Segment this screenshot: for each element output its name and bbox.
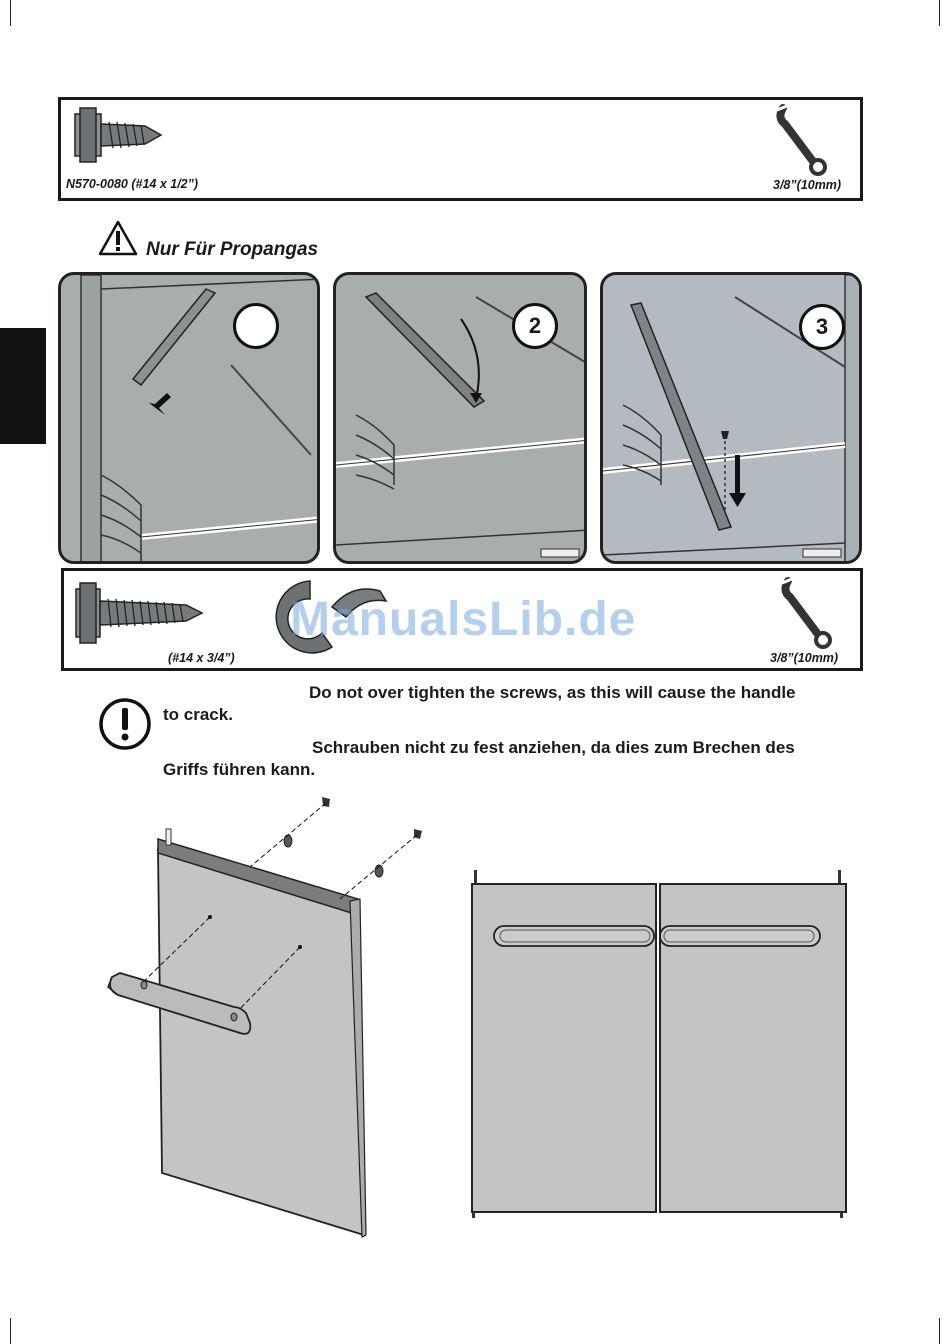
wrench-size-label: 3/8”(10mm) <box>773 178 842 192</box>
caution-circle-icon <box>98 697 152 751</box>
step-number-2: 2 <box>512 303 558 349</box>
screw-part-label: N570-0080 (#14 x 1/2”) <box>66 177 199 191</box>
hex-screw-icon-long <box>74 583 214 643</box>
caution-german-line1: Schrauben nicht zu fest anziehen, da dies zum Brechen des <box>312 738 795 757</box>
propane-heading: Nur Für Propangas <box>146 239 319 260</box>
watermark: ManualsLib.de <box>290 593 637 646</box>
caution-english-line2: to crack. <box>163 705 233 724</box>
warning-triangle-icon <box>98 220 138 256</box>
double-door-illustration <box>466 868 856 1218</box>
step-1-illustration <box>61 275 320 564</box>
step-panel-2 <box>333 272 587 564</box>
step-number-3: 3 <box>799 304 845 350</box>
door-handle-assembly-illustration <box>100 795 430 1245</box>
mid-screw-size-label: (#14 x 3/4”) <box>168 651 235 665</box>
mid-wrench-size-label: 3/8”(10mm) <box>770 651 839 665</box>
top-hardware-box <box>58 97 863 201</box>
caution-german-line2: Griffs führen kann. <box>163 760 316 779</box>
crop-mark-bottom-right <box>939 1318 940 1344</box>
step-panel-3 <box>600 272 862 564</box>
crop-mark-bottom-left <box>10 1318 11 1344</box>
wrench-icon-mid <box>780 577 840 651</box>
crop-mark-top-left <box>10 0 11 26</box>
caution-english-line1: Do not over tighten the screws, as this will cause the handle <box>309 683 796 702</box>
section-tab <box>0 328 46 444</box>
hex-screw-icon <box>73 106 173 166</box>
wrench-icon <box>775 104 835 178</box>
step-panel-1 <box>58 272 320 564</box>
crop-mark-top-right <box>939 0 940 26</box>
step-number-1 <box>233 303 279 349</box>
